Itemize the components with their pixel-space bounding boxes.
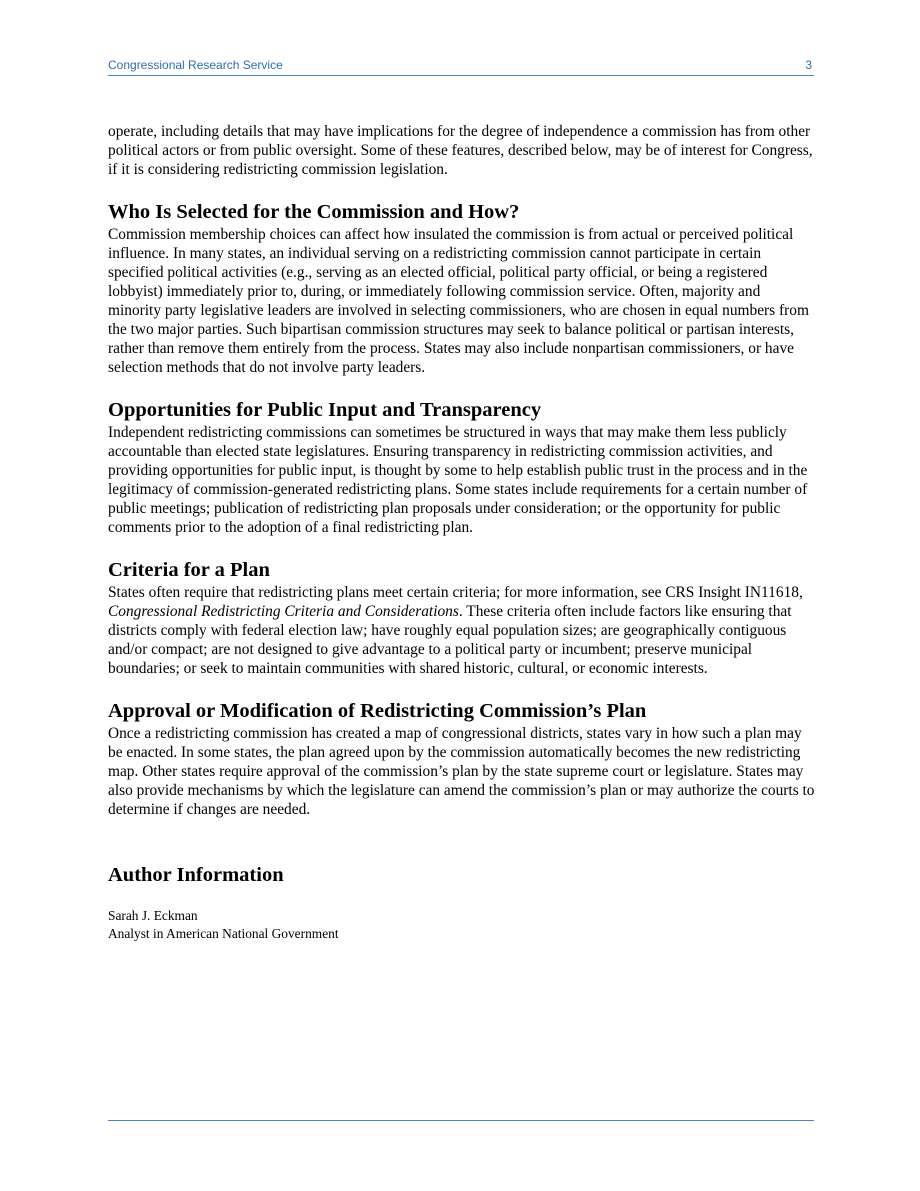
section-heading-criteria: Criteria for a Plan <box>108 559 270 581</box>
header-source: Congressional Research Service <box>108 58 283 72</box>
author-title: Analyst in American National Government <box>108 926 339 941</box>
section-body-selection: Commission membership choices can affect how insulated the commission is from actual or perceived political influence. In many states, an individual serving on a redistricting commission cannot participate in certain specified political activities (e.g., serving as an elected official, political party official, or being a registered lobbyist) immediately prior to, during, or immediately following commission service. Often, majority and minority party legislative leaders are involved in selecting commissioners, who are chosen in equal numbers from the two major parties. Such bipartisan commission structures may seek to balance political or partisan interests, rather than remove them entirely from the process. States may also include nonpartisan commissioners, or have selection methods that do not involve party leaders. <box>108 226 809 376</box>
author-block <box>108 907 816 943</box>
section-heading-approval: Approval or Modification of Redistricting Commission’s Plan <box>108 700 647 722</box>
criteria-report-title: Congressional Redistricting Criteria and Considerations <box>108 603 459 620</box>
criteria-text-before: States often require that redistricting plans meet certain criteria; for more information, see CRS Insight IN11618, <box>108 584 803 601</box>
page-content <box>108 122 816 943</box>
section-body-public-input: Independent redistricting commissions can sometimes be structured in ways that may make them less publicly accountable than elected state legislatures. Ensuring transparency in redistricting commission activities, and providing opportunities for public input, is thought by some to help establish public trust in the process and in the legitimacy of commission-generated redistricting plans. Some states include requirements for a certain number of public meetings; publication of redistricting plan proposals under consideration; or the opportunity for public comments prior to the adoption of a final redistricting plan. <box>108 424 808 536</box>
section-heading-public-input: Opportunities for Public Input and Transparency <box>108 399 542 421</box>
page-number: 3 <box>805 58 812 72</box>
author-information-heading: Author Information <box>108 864 284 886</box>
footer-rule <box>108 1120 814 1121</box>
author-name: Sarah J. Eckman <box>108 908 198 923</box>
section-body-approval: Once a redistricting commission has created a map of congressional districts, states vary in how such a plan may be enacted. In some states, the plan agreed upon by the commission automatically becomes the new redistricting map. Other states require approval of the commission’s plan by the state supreme court or legislature. States may also provide mechanisms by which the legislature can amend the commission’s plan or may authorize the courts to determine if changes are needed. <box>108 725 815 818</box>
section-heading-selection: Who Is Selected for the Commission and How? <box>108 201 520 223</box>
section-body-criteria <box>108 583 816 678</box>
intro-paragraph: operate, including details that may have implications for the degree of independence a commission has from other political actors or from public oversight. Some of these features, described below, may be of interest for Congress, if it is considering redistricting commission legislation. <box>108 123 813 178</box>
page-header <box>108 58 814 76</box>
criteria-text-after: . These criteria often include factors like ensuring that districts comply with federal election law; have roughly equal population sizes; are geographically contiguous and/or compact; are not designed to give advantage to a political party or incumbent; preserve municipal boundaries; or seek to maintain communities with shared historic, cultural, or economic interests. <box>108 603 792 677</box>
